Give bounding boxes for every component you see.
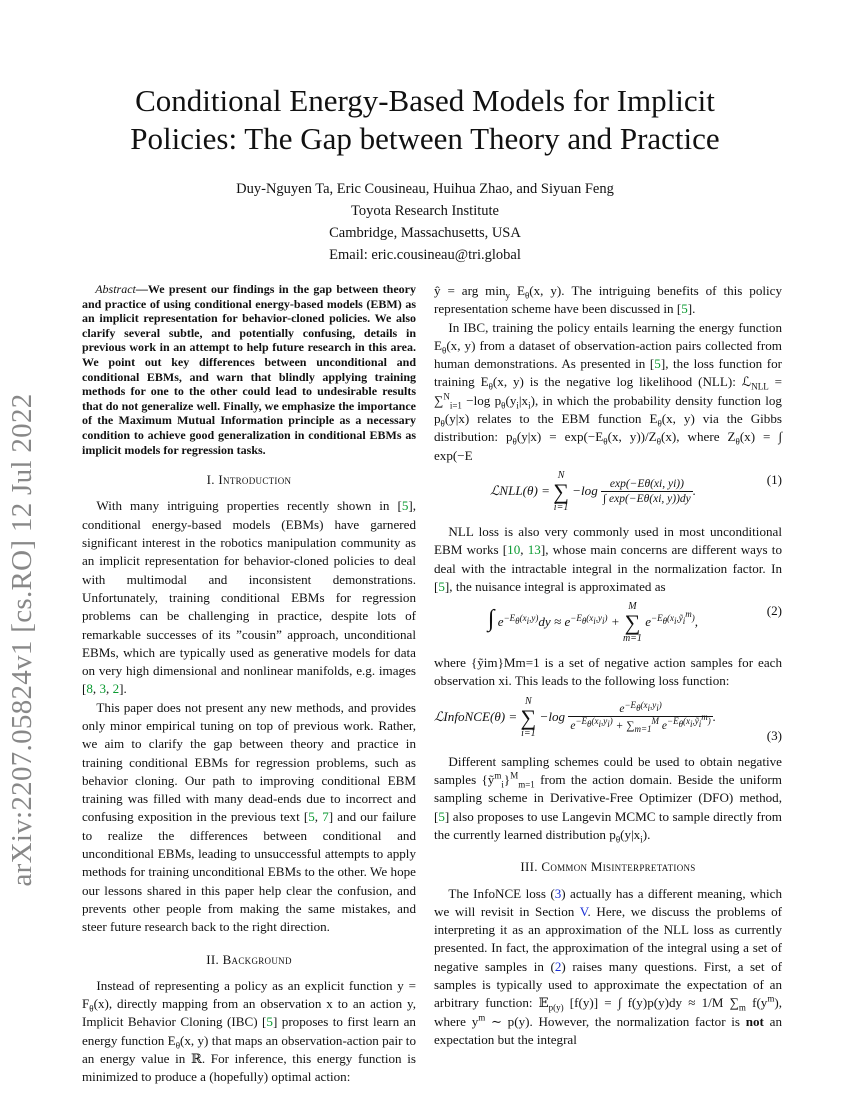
citation-link[interactable]: 5 [308, 809, 315, 825]
arxiv-sidebar [6, 393, 38, 887]
affiliation: Toyota Research Institute [351, 203, 499, 219]
intro-paragraph-1: With many intriguing properties recently shown in [5], conditional energy-based models (EBMs) have garnered significant interest in the robotics manipulation community as an implicit representation for behavior-cloned policies to deal with multimodal and inconsistent demonstrations. Unfortunately, training conditional EBMs for regression problems can be challenging in practice, despite lots of remarkable successes of its ”cousin” approach, unconditional EBMs, which are typically used as generative models for data on very high dimensional and nonlinear manifolds, e.g. images [8, 3, 2]. [82, 498, 416, 697]
equation-2: ∫ $e^{-E_\theta(x_i,y)}dy \approx e^{-E_\theta(x_i,y_i)} + M$ ∑ m=1 $e^{-E_\theta(x_i,ỹ_i^m)}$, (2) [487, 601, 782, 645]
right-paragraph-0: ŷ = arg $\min_y E_\theta(x$, y). The intriguing benefits of this policy representation scheme have been discussed in [5]. [434, 283, 783, 317]
equation-number: (3) [766, 727, 782, 743]
intro-paragraph-2: This paper does not present any new methods, and provides only minor empirical tuning on top of previous work. Rather, we aim to clarify the gap between theory and practice in training conditional EBMs for regression problems, such as behavior cloning. Our path to improving conditional EBM training was filled with many dead-ends due to incorrect and confusing exposition in the previous text [5, 7] and our failure to realize the differences between conditional and unconditional EBMs, leading to unsuccessful attempts to apply methods for training unconditional EBMs to the other. We hope our lessons shared in this paper help clear the confusion, and prevents other people from making the same mistakes, and steer future research back to the right direction. [82, 699, 417, 935]
right-column [434, 282, 782, 1049]
citation-link[interactable]: 10 [507, 542, 521, 558]
right-paragraph-3: where {ỹim}Mm=1 is a set of negative action samples for each observation xi. This leads to the following loss function: [434, 655, 782, 689]
abstract-label: Abstract [95, 282, 136, 296]
equation-link[interactable]: 2 [554, 958, 562, 974]
author-block [100, 178, 750, 266]
equation-3: ℒInfoNCE(θ) = N ∑ i=1 −log $\frac{e^{-E_\theta(x_i,y_i)}}{e^{-E_\theta(x_i,y_i)} + \sum_{m=1}^M e^{-E_\theta(x_i,ỹ_i^m)}}$ . (3) [434, 697, 782, 747]
citation-link[interactable]: 7 [322, 809, 329, 825]
email: Email: eric.cousineau@tri.global [329, 247, 521, 263]
section-heading-introduction: I. Introduction [206, 472, 292, 488]
location: Cambridge, Massachusetts, USA [329, 225, 521, 241]
section-link[interactable]: V [579, 903, 588, 919]
left-column [82, 282, 416, 1087]
abstract [82, 282, 416, 457]
misinterpretations-paragraph-1: The InfoNCE loss (3) actually has a different meaning, which we will revisit in Section V. Here, we discuss the problems of interpreting it as an approximation of the NLL loss as currently presented. In fact, the approximation of the integral using a set of negative samples in (2) raises many questions. First, a set of samples is typically used to approximate the expectation of an arbitrary function: 𝔼$_{p(y)}$ [f(y)] = ∫ f(y)p(y)dy ≈ 1/M $\sum_m$ $f(y^m)$, where $y^m$ ∼ p(y). However, the normalization factor is not an expectation but the integral [434, 885, 783, 1047]
citation-link[interactable]: 13 [527, 542, 541, 558]
citation-link[interactable]: 5 [681, 301, 688, 317]
equation-number: (1) [766, 471, 782, 487]
abstract-text: —We present our findings in the gap between theory and practice of using conditional energy-based models (EBM) as an implicit representation for behavior-cloned policies. We also clarify several subtle, and potentially confusing, details in previous work in an attempt to help future research in this area. We point out key differences between unconditional and conditional EBMs, and warn that blindly applying training methods for one to the other could lead to undesirable results that do not generalize well. Finally, we emphasize the importance of the Maximum Mutual Information principle as a necessary condition to achieve good generalization in conditional EBMs as implicit models for regression tasks. [82, 282, 416, 457]
paper-title [60, 82, 790, 158]
equation-link[interactable]: 3 [554, 885, 562, 901]
equation-1: ℒNLL(θ) = N ∑ i=1 −log $\frac{\exp(-E\theta(xi, yi))}{\int \exp(-E\theta(xi, y))dy}$ . (1) [489, 469, 782, 513]
right-paragraph-2: NLL loss is also very commonly used in most unconditional EBM works [10, 13], whose main concerns are different ways to deal with the intractable integral in the normalization factor. In [5], the nuisance integral is approximated as [434, 523, 782, 594]
citation-link[interactable]: 5 [438, 808, 445, 824]
authors: Duy-Nguyen Ta, Eric Cousineau, Huihua Zhao, and Siyuan Feng [236, 181, 614, 197]
equation-number: (2) [766, 603, 782, 619]
citation-link[interactable]: 5 [401, 498, 409, 514]
title-line-1: Conditional Energy-Based Models for Implicit [135, 83, 715, 118]
citation-link[interactable]: 8 [86, 681, 93, 697]
citation-link[interactable]: 5 [654, 356, 661, 372]
section-heading-background: II. Background [206, 951, 292, 967]
background-paragraph-1: Instead of representing a policy as an explicit function $y = F_\theta(x)$, directly mapping from an observation x to an action y, Implicit Behavior Cloning (IBC) [5] proposes to first learn an energy function $E_\theta(x$, y) that maps an observation-action pair to an energy value in ℝ. For inference, this energy function is minimized to produce a (hopefully) optimal action: [82, 977, 416, 1085]
citation-link[interactable]: 5 [266, 1014, 273, 1030]
citation-link[interactable]: 5 [438, 578, 445, 594]
arxiv-identifier: arXiv:2207.05824v1 [cs.RO] 12 Jul 2022 [6, 393, 38, 887]
citation-link[interactable]: 2 [112, 681, 120, 697]
section-heading-misinterpretations: III. Common Misinterpretations [520, 859, 696, 875]
right-paragraph-1: In IBC, training the policy entails learning the energy function $E_\theta(x$, y) from a dataset of observation-action pairs collected from human demonstrations. As presented in [5], the loss function for training $E_\theta(x$, y) is the negative log likelihood (NLL): ℒ$_{NLL}$ = ∑$^N_{i=1}$ −log $p_\theta(y_i|x_i)$, in which the probability density function $\log p_\theta(y|x)$ relates to the EBM function $E_\theta(x$, y) via the Gibbs distribution: $p_\theta(y|x) = \exp(-E_\theta(x$, $y))/Z_\theta(x)$, where $Z_\theta(x)$ = ∫ exp(−E [434, 319, 783, 463]
title-line-2: Policies: The Gap between Theory and Practice [130, 121, 720, 156]
citation-link[interactable]: 3 [99, 681, 107, 697]
right-paragraph-4: Different sampling schemes could be used to obtain negative samples {ỹ$^m_i$}$^M_{m=1}$ from the action domain. Beside the uniform sampling scheme in Derivative-Free Optimizer (DFO) method, [5] also proposes to use Langevin MCMC to sample directly from the currently learned distribution $p_\theta(y|x_i)$. [434, 753, 782, 845]
